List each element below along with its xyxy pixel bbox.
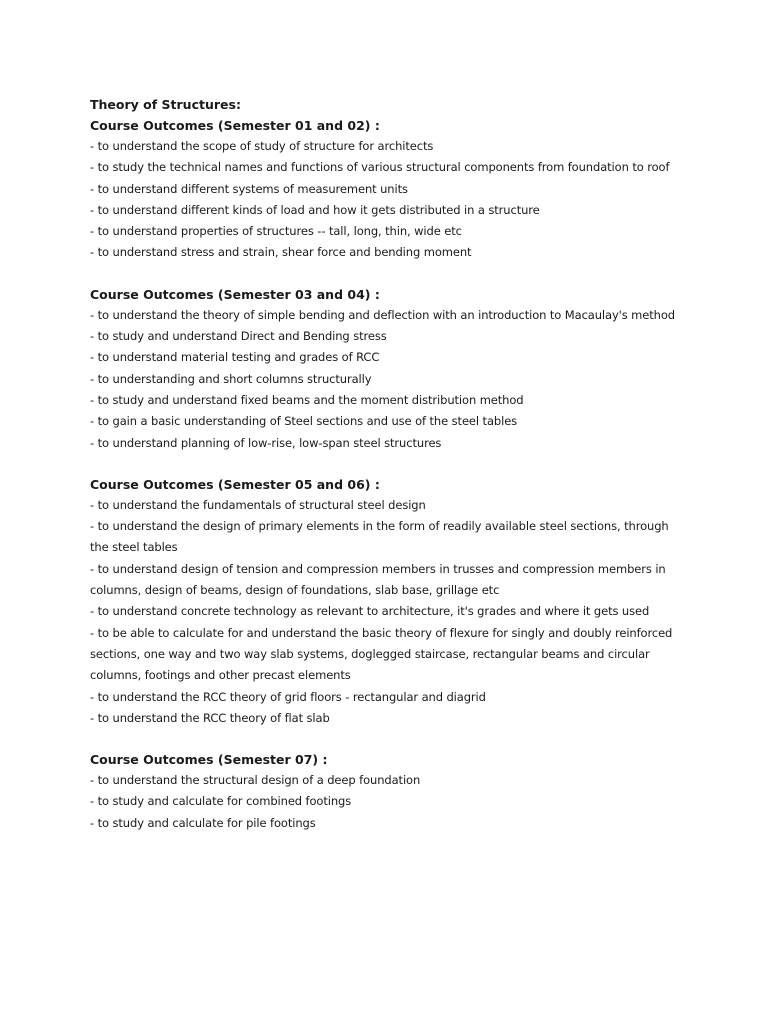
list-item: - to understand the theory of simple bending and deflection with an introduction to Macaulay's method [90, 307, 675, 322]
list-item: - to gain a basic understanding of Steel sections and use of the steel tables [90, 414, 518, 429]
list-item: - to understand properties of structures -- tall, long, thin, wide etc [90, 224, 462, 239]
list-item: - to study the technical names and functions of various structural components from foundation to roof [90, 160, 670, 175]
section-heading: Course Outcomes (Semester 01 and 02) : [90, 118, 380, 133]
list-item: - to understand design of tension and compression members in trusses and compression members in columns, design of beams, design of foundations, slab base, grillage etc [90, 561, 666, 598]
list-item: - to study and understand Direct and Bending stress [90, 329, 387, 344]
document-title: Theory of Structures: [90, 97, 241, 112]
section-heading: Course Outcomes (Semester 03 and 04) : [90, 286, 380, 302]
list-item: - to understand concrete technology as relevant to architecture, it's grades and where it gets used [90, 604, 650, 619]
list-item: - to understand different systems of measurement units [90, 181, 408, 196]
list-item: - to understand the fundamentals of structural steel design [90, 497, 426, 512]
list-item: - to understanding and short columns structurally [90, 371, 372, 386]
list-item: - to understand the RCC theory of flat slab [90, 710, 330, 725]
list-item: - to understand the RCC theory of grid floors - rectangular and diagrid [90, 689, 486, 704]
section-semester-03-04 [90, 284, 680, 454]
list-item: - to understand planning of low-rise, low-span steel structures [90, 435, 442, 450]
section-semester-01-02 [90, 115, 680, 264]
list-item: - to understand the structural design of a deep foundation [90, 773, 421, 788]
list-item: - to be able to calculate for and understand the basic theory of flexure for singly and doubly reinforced sections, one way and two way slab systems, doglegged staircase, rectangular beams and circular columns, footings and other precast elements [90, 625, 673, 683]
list-item: - to study and calculate for combined footings [90, 794, 352, 809]
list-item: - to study and calculate for pile footings [90, 815, 316, 830]
section-heading: Course Outcomes (Semester 05 and 06) : [90, 476, 380, 492]
list-item: - to understand stress and strain, shear force and bending moment [90, 245, 472, 260]
list-item: - to understand different kinds of load and how it gets distributed in a structure [90, 202, 540, 217]
list-item: - to understand the scope of study of structure for architects [90, 139, 434, 153]
list-item: - to study and understand fixed beams and the moment distribution method [90, 392, 524, 407]
list-item: - to understand the design of primary elements in the form of readily available steel sections, through the steel tables [90, 519, 669, 555]
section-heading: Course Outcomes (Semester 07) : [90, 752, 328, 768]
section-semester-07 [90, 749, 680, 834]
section-semester-05-06 [90, 474, 680, 729]
list-item: - to understand material testing and grades of RCC [90, 350, 380, 365]
document-page [90, 94, 680, 854]
